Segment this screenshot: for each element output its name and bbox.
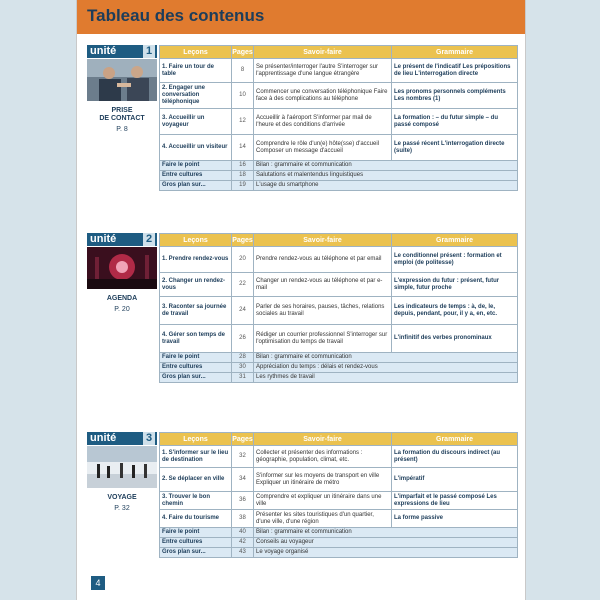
column-header-grammaire: Grammaire	[392, 46, 518, 59]
table-row: 4. Gérer son temps de travail 26 Rédiger un courrier professionnel S'interroger sur l'optimisation du temps de travail L'infinitif des verbes pronominaux	[160, 325, 518, 353]
table-row: Gros plan sur... 43 Le voyage organisé	[160, 548, 518, 558]
unit-name: PRISE DE CONTACT	[99, 107, 145, 122]
table-row: 4. Faire du tourisme 38 Présenter les sites touristiques d'un quartier, d'une ville, d'une région La forme passive	[160, 510, 518, 528]
unit-name: AGENDA	[106, 295, 138, 302]
unit-sidebar	[87, 432, 157, 512]
page	[76, 0, 526, 600]
table-row: 3. Raconter sa journée de travail 24 Parler de ses horaires, pauses, tâches, relations sociales au travail Les indicateurs de temps : à, de, le, depuis, pendant, pour, il y a, en, etc.	[160, 297, 518, 325]
unit-sidebar	[87, 45, 157, 133]
table-row: 1. Faire un tour de table 8 Se présenter/interroger l'autre S'interroger sur l'apprentissage d'une langue étrangère Le présent de l'indicatif Les prépositions de lieu L'interrogation directe	[160, 59, 518, 83]
unit-name: VOYAGE	[107, 494, 137, 501]
column-header-savoir-faire: Savoir-faire	[254, 234, 392, 247]
table-row: 4. Accueillir un visiteur 14 Comprendre le rôle d'un(e) hôte(sse) d'accueil Composer un message d'accueil Le passé récent L'interrogation directe (suite)	[160, 135, 518, 161]
table-row: Entre cultures 42 Conseils au voyageur	[160, 538, 518, 548]
table-row: Faire le point 40 Bilan : grammaire et communication	[160, 528, 518, 538]
table-row: Gros plan sur... 19 L'usage du smartphone	[160, 181, 518, 191]
unit-photo	[87, 59, 157, 101]
unit-number: 2	[143, 233, 155, 246]
unit-number: 1	[143, 45, 155, 58]
column-header-savoir-faire: Savoir-faire	[254, 433, 392, 446]
column-header-grammaire: Grammaire	[392, 234, 518, 247]
table-row: 3. Trouver le bon chemin 36 Comprendre et expliquer un itinéraire dans une ville L'imparfait et le passé composé Les expressions de lieu	[160, 492, 518, 510]
table-row: 1. Prendre rendez-vous 20 Prendre rendez-vous au téléphone et par email Le conditionnel présent : formation et emploi (de politesse)	[160, 247, 518, 273]
unit-number: 3	[143, 432, 155, 445]
column-header-lecons: Leçons	[160, 433, 232, 446]
column-header-grammaire: Grammaire	[392, 433, 518, 446]
table-row: Entre cultures 30 Appréciation du temps : délais et rendez-vous	[160, 363, 518, 373]
unit-label: unité 3	[87, 432, 157, 445]
table-row: Faire le point 28 Bilan : grammaire et communication	[160, 353, 518, 363]
unit-page: P. 20	[114, 306, 130, 313]
table-row: 2. Changer un rendez-vous 22 Changer un rendez-vous au téléphone et par e-mail L'expression du futur : présent, futur simple, futur proche	[160, 273, 518, 297]
table-row: Faire le point 16 Bilan : grammaire et communication	[160, 161, 518, 171]
contents-table	[159, 233, 518, 383]
table-row: 1. S'informer sur le lieu de destination 32 Collecter et présenter des informations : géographie, population, climat, etc. La formation du discours indirect (au présent)	[160, 446, 518, 468]
unit-page: P. 32	[114, 505, 130, 512]
column-header-pages: Pages	[232, 234, 254, 247]
table-row: 2. Se déplacer en ville 34 S'informer sur les moyens de transport en ville Expliquer un itinéraire de métro L'impératif	[160, 468, 518, 492]
table-row: Gros plan sur... 31 Les rythmes de travail	[160, 373, 518, 383]
page-title: Tableau des contenus	[87, 6, 265, 25]
column-header-lecons: Leçons	[160, 234, 232, 247]
unit-label: unité 2	[87, 233, 157, 246]
column-header-lecons: Leçons	[160, 46, 232, 59]
table-row: Entre cultures 18 Salutations et malentendus linguistiques	[160, 171, 518, 181]
page-header	[77, 0, 525, 34]
column-header-pages: Pages	[232, 46, 254, 59]
table-row: 3. Accueillir un voyageur 12 Accueillir à l'aéroport S'informer par mail de l'heure et des conditions d'arrivée La formation : – du futur simple – du passé composé	[160, 109, 518, 135]
contents-table	[159, 432, 518, 558]
column-header-pages: Pages	[232, 433, 254, 446]
unit-sidebar	[87, 233, 157, 313]
column-header-savoir-faire: Savoir-faire	[254, 46, 392, 59]
unit-photo	[87, 247, 157, 289]
unit-photo	[87, 446, 157, 488]
unit-page: P. 8	[116, 126, 128, 133]
page-number: 4	[91, 576, 105, 590]
unit-label: unité 1	[87, 45, 157, 58]
contents-table	[159, 45, 518, 191]
table-row: 2. Engager une conversation téléphonique 10 Commencer une conversation téléphonique Faire face à des complications au téléphone Les pronoms personnels compléments Les nombres (1)	[160, 83, 518, 109]
